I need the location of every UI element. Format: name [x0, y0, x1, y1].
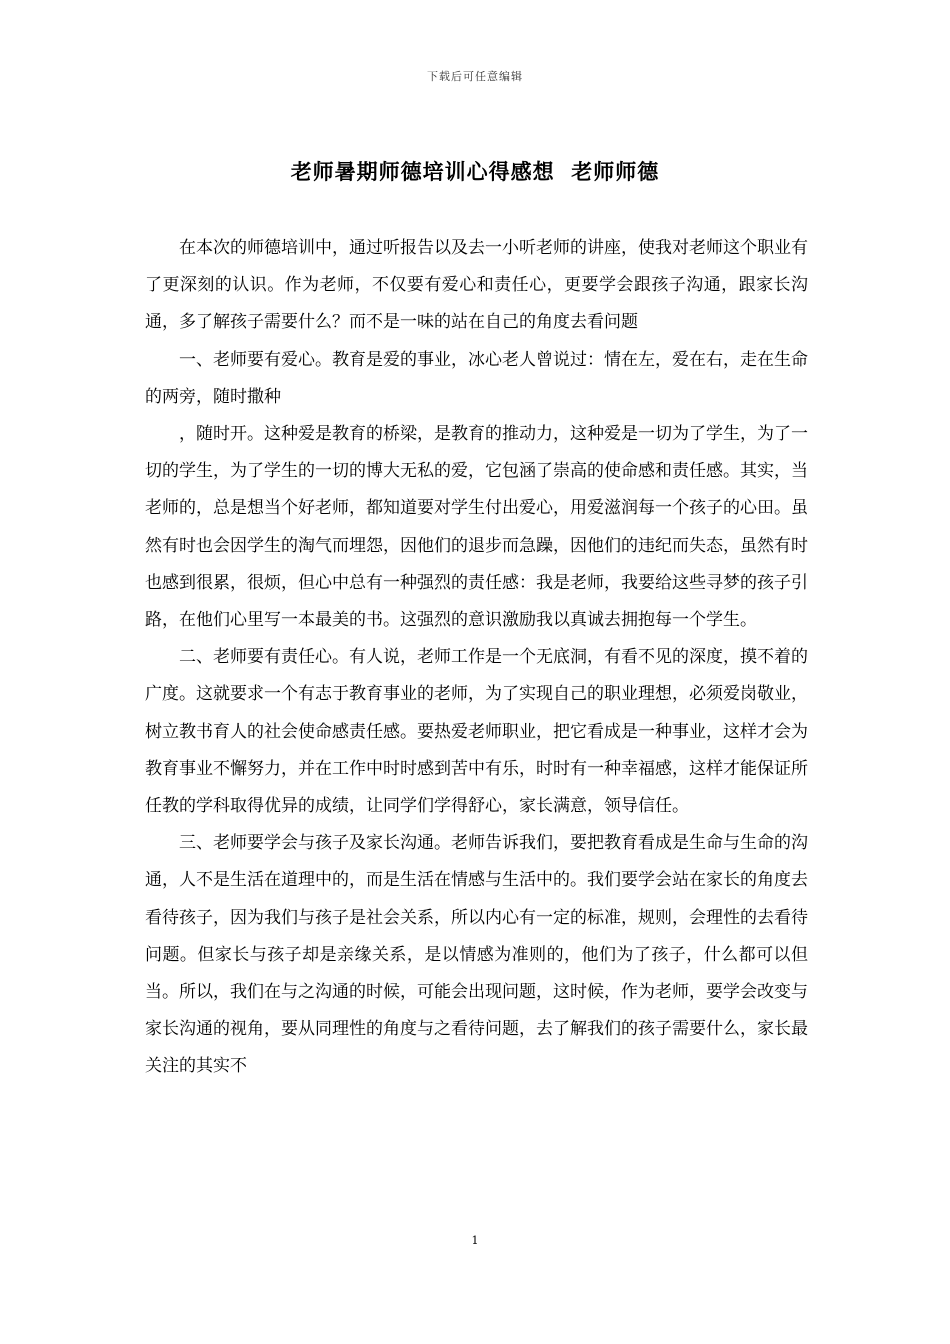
paragraph-section-one: 一、老师要有爱心。教育是爱的事业，冰心老人曾说过：情在左，爱在右，走在生命的两旁，随时撒种 [145, 349, 808, 407]
document-body [145, 230, 808, 1086]
document-title: 老师暑期师德培训心得感想 老师师德 [290, 159, 660, 184]
page-number: 1 [471, 1234, 479, 1247]
paragraph-section-two: 二、老师要有责任心。有人说，老师工作是一个无底洞，有看不见的深度，摸不着的广度。这就要求一个有志于教育事业的老师，为了实现自己的职业理想，必须爱岗敬业，树立教书育人的社会使命感责任感。要热爱老师职业，把它看成是一种事业，这样才会为教育事业不懈努力，并在工作中时时感到苦中有乐，时时有一种幸福感，这样才能保证所任教的学科取得优异的成绩，让同学们学得舒心，家长满意，领导信任。 [145, 647, 808, 817]
paragraph-section-three: 三、老师要学会与孩子及家长沟通。老师告诉我们，要把教育看成是生命与生命的沟通，人不是生活在道理中的，而是生活在情感与生活中的。我们要学会站在家长的角度去看待孩子，因为我们与孩子是社会关系，所以内心有一定的标准，规则，会理性的去看待问题。但家长与孩子却是亲缘关系，是以情感为准则的，他们为了孩子，什么都可以但当。所以，我们在与之沟通的时候，可能会出现问题，这时候，作为老师，要学会改变与家长沟通的视角，要从同理性的角度与之看待问题，去了解我们的孩子需要什么，家长最关注的其实不 [145, 833, 808, 1077]
paragraph-intro: 在本次的师德培训中，通过听报告以及去一小听老师的讲座，使我对老师这个职业有了更深刻的认识。作为老师，不仅要有爱心和责任心，更要学会跟孩子沟通，跟家长沟通，多了解孩子需要什么？而不是一味的站在自己的角度去看问题 [145, 238, 808, 333]
header-note: 下载后可任意编辑 [427, 70, 523, 83]
paragraph-section-one-continued: ，随时开。这种爱是教育的桥梁，是教育的推动力，这种爱是一切为了学生，为了一切的学生，为了学生的一切的博大无私的爱，它包涵了崇高的使命感和责任感。其实，当老师的，总是想当个好老师，都知道要对学生付出爱心，用爱滋润每一个孩子的心田。虽然有时也会因学生的淘气而埋怨，因他们的退步而急躁，因他们的违纪而失态，虽然有时也感到很累，很烦，但心中总有一种强烈的责任感：我是老师，我要给这些寻梦的孩子引路，在他们心里写一本最美的书。这强烈的意识激励我以真诚去拥抱每一个学生。 [145, 424, 808, 631]
